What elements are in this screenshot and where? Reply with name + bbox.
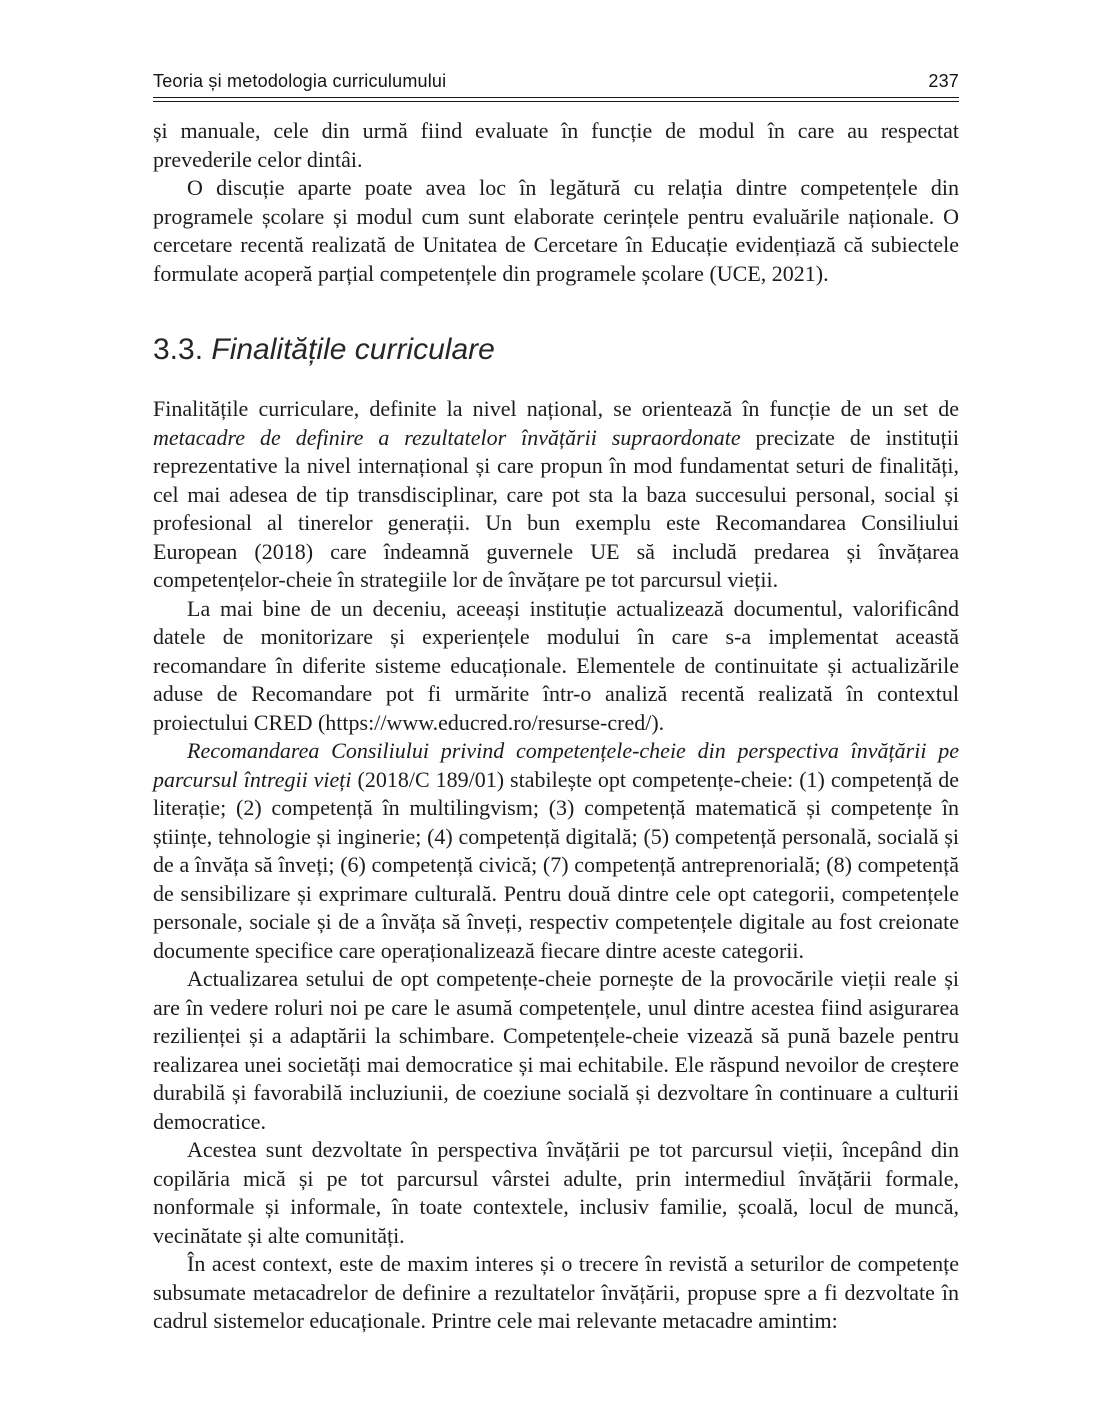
paragraph-segment: Acestea sunt dezvoltate în perspectiva învățării pe tot parcursul vieții, începând din copilăria mică și pe tot parcursul vârstei adulte, prin intermediul învățării formale, nonformale și informale, în toate contextele, inclusiv familie, școală, locul de muncă, vecinătate și alte comunități. — [153, 1137, 959, 1248]
paragraph-segment: (2018/C 189/01) stabilește opt competențe-cheie: (1) competență de literație; (2) competență în multilingvism; (3) competență matematică și competențe în științe, tehnologie și inginerie; (4) competență digitală; (5) competență personală, socială și de a învăța să înveți; (6) competență civică; (7) competență antreprenorială; (8) competență de sensibilizare și exprimare culturală. Pentru două dintre cele opt categorii, competențele personale, sociale și de a învăța să înveți, respectiv competențele digitale au fost creionate documente specifice care operaționalizează fiecare dintre aceste categorii. — [153, 766, 959, 963]
paragraph — [153, 395, 959, 595]
page-content — [153, 70, 959, 1336]
paragraph — [153, 965, 959, 1136]
paragraph-segment: precizate de instituții reprezentative la nivel internațional și care propun în mod fundamentat seturi de finalități, cel mai adesea de tip transdisciplinar, care pot sta la baza succesului personal, social și profesional al tinerelor generații. Un bun exemplu este Recomandarea Consiliului European (2018) care îndeamnă guvernele UE să includă predarea și învățarea competențelor-cheie în strategiile lor de învățare pe tot parcursul vieții. — [153, 424, 959, 592]
page-number: 237 — [928, 71, 959, 91]
paragraph-segment: și manuale, cele din urmă fiind evaluate în funcție de modul în care au respectat prevederile celor dintâi. — [153, 118, 959, 172]
paragraph — [153, 117, 959, 174]
section-heading — [153, 331, 959, 368]
page-body — [153, 117, 959, 1336]
paragraph — [153, 595, 959, 738]
running-head-title: Teoria și metodologia curriculumului — [153, 71, 447, 91]
section-number: 3.3. — [153, 333, 212, 366]
paragraph-italic-segment: Recomandarea Consiliului privind competențele-cheie din perspectiva învățării pe parcursul întregii vieți — [153, 738, 959, 792]
paragraph-italic-segment: metacadre de definire a rezultatelor învățării supraordonate — [153, 424, 741, 450]
paragraph-segment: În acest context, este de maxim interes și o trecere în revistă a seturilor de competențe subsumate metacadrelor de definire a rezultatelor învățării, propuse spre a fi dezvoltate în cadrul sistemelor educaționale. Printre cele mai relevante metacadre amintim: — [153, 1251, 959, 1333]
section-title: Finalitățile curriculare — [211, 333, 495, 366]
paragraph — [153, 174, 959, 288]
paragraph-segment: Actualizarea setului de opt competențe-cheie pornește de la provocările vieții reale și are în vedere roluri noi pe care le asumă competențele, unul dintre acestea fiind asigurarea rezilienței și a adaptării la schimbare. Competențele-cheie vizează să pună bazele pentru realizarea unei societăți mai democratice și mai echitabile. Ele răspund nevoilor de creștere durabilă și favorabilă incluziunii, de coeziune socială și dezvoltare în continuare a culturii democratice. — [153, 966, 959, 1134]
paragraph — [153, 1136, 959, 1250]
paragraph-segment: La mai bine de un deceniu, aceeași instituție actualizează documentul, valorificând datele de monitorizare și experiențele modului în care s-a implementat această recomandare în diferite sisteme educaționale. Elementele de continuitate și actualizările aduse de Recomandare pot fi urmărite într-o analiză recentă realizată în contextul proiectului CRED (https://www.educred.ro/resurse-cred/). — [153, 595, 959, 735]
header-rule — [153, 97, 959, 102]
paragraph-segment: Finalitățile curriculare, definite la nivel național, se orientează în funcție de un set de — [153, 396, 959, 421]
paragraph-segment: O discuție aparte poate avea loc în legătură cu relația dintre competențele din programele școlare și modul cum sunt elaborate cerințele pentru evaluările naționale. O cercetare recentă realizată de Unitatea de Cercetare în Educație evidențiază că subiectele formulate acoperă parțial competențele din programele școlare (UCE, 2021). — [153, 175, 959, 286]
paragraph — [153, 1250, 959, 1336]
running-head — [153, 70, 959, 92]
paragraph — [153, 737, 959, 965]
